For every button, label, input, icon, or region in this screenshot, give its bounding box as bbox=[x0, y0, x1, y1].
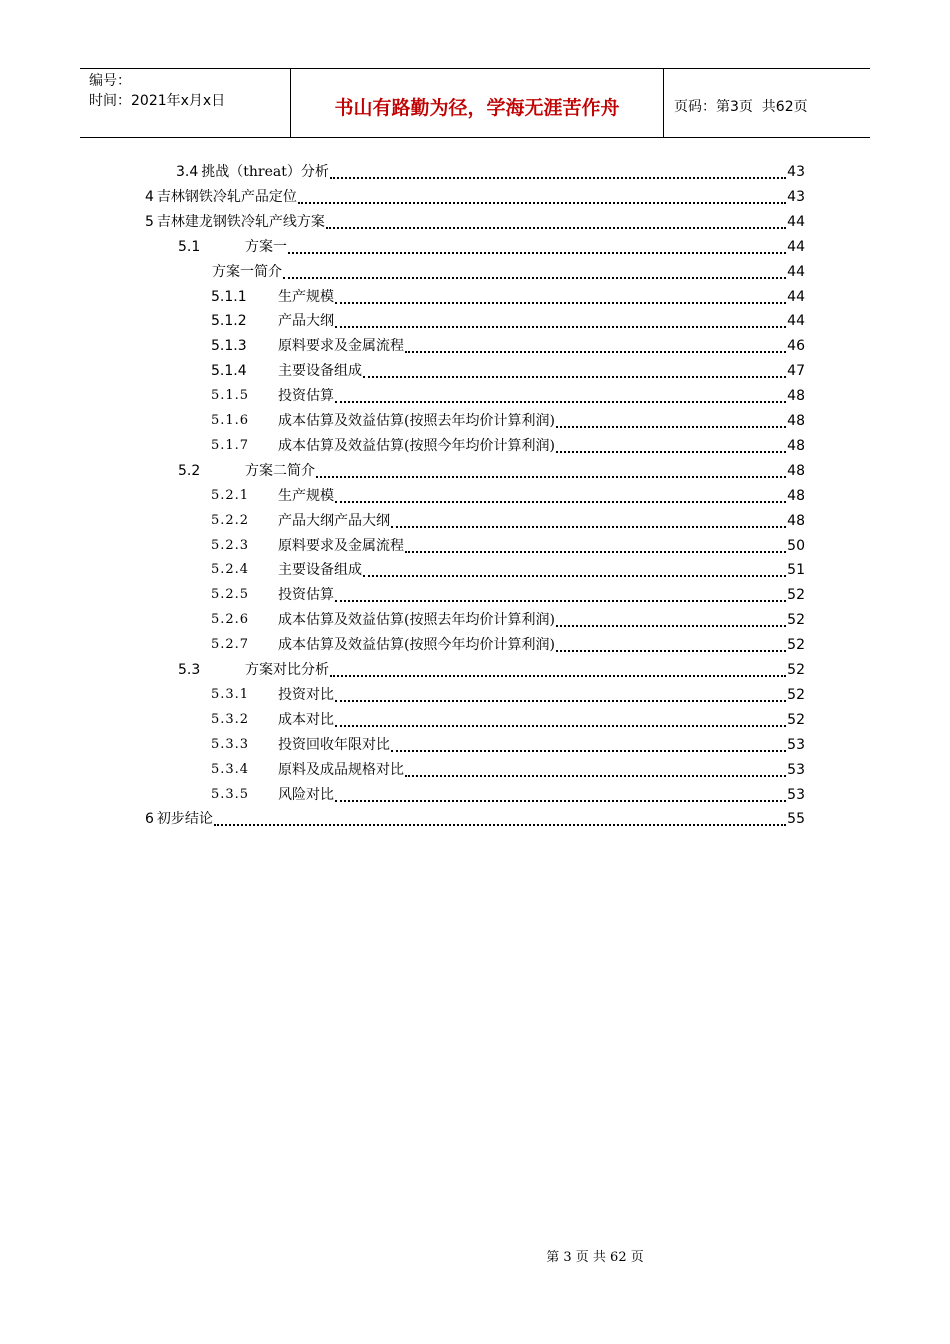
toc-entry-title: 方案对比分析 bbox=[245, 662, 329, 678]
toc-dot-leader bbox=[316, 462, 786, 478]
toc-entry[interactable] bbox=[211, 384, 805, 406]
toc-entry-number: 5.1.1 bbox=[211, 288, 247, 305]
toc-entry-number: 5.1.7 bbox=[211, 437, 250, 453]
toc-dot-leader bbox=[556, 437, 786, 453]
toc-entry-page: 52 bbox=[787, 686, 805, 703]
toc-entry-number: 4 bbox=[145, 188, 154, 205]
toc-entry-title: 方案一简介 bbox=[212, 263, 282, 280]
toc-entry-page: 48 bbox=[787, 413, 805, 429]
toc-entry-number: 5.1.3 bbox=[211, 338, 247, 355]
toc-entry[interactable] bbox=[211, 534, 805, 556]
toc-dot-leader bbox=[326, 213, 786, 229]
toc-entry-page: 50 bbox=[787, 537, 805, 554]
toc-entry-page: 44 bbox=[787, 288, 805, 305]
toc-entry[interactable] bbox=[211, 583, 805, 605]
toc-entry-page: 52 bbox=[787, 662, 805, 678]
toc-entry[interactable] bbox=[211, 509, 805, 531]
toc-dot-leader bbox=[335, 586, 786, 602]
toc-dot-leader bbox=[391, 512, 786, 528]
toc-entry-page: 47 bbox=[787, 363, 805, 380]
toc-entry-number: 5.3.4 bbox=[211, 761, 250, 777]
toc-dot-leader bbox=[335, 711, 786, 727]
toc-dot-leader bbox=[335, 686, 786, 702]
toc-entry-number: 5.1.4 bbox=[211, 363, 247, 380]
page-footer: 第 3 页 共 62 页 bbox=[546, 1250, 644, 1265]
toc-entry-number: 5.2.2 bbox=[211, 512, 250, 528]
toc-dot-leader bbox=[363, 561, 786, 577]
toc-dot-leader bbox=[556, 611, 786, 627]
toc-entry-title: 生产规模 bbox=[278, 487, 334, 504]
toc-entry-page: 52 bbox=[787, 612, 805, 629]
toc-entry-page: 44 bbox=[787, 313, 805, 330]
toc-entry-number: 5.1.6 bbox=[211, 413, 250, 428]
toc-entry[interactable] bbox=[211, 733, 805, 755]
toc-entry[interactable] bbox=[145, 185, 805, 207]
toc-entry-page: 52 bbox=[787, 637, 805, 654]
toc-entry-title: 风险对比 bbox=[278, 786, 334, 803]
toc-entry-page: 51 bbox=[787, 562, 805, 579]
toc-entry-title: 投资估算 bbox=[278, 587, 334, 604]
toc-entry[interactable] bbox=[211, 434, 805, 456]
toc-entry-page: 48 bbox=[787, 437, 805, 454]
toc-entry-number: 5.3.2 bbox=[211, 711, 250, 727]
toc-entry-number: 5.3 bbox=[178, 662, 201, 678]
header-motto: 书山有路勤为径，学海无涯苦作舟 bbox=[291, 69, 664, 137]
toc-entry-page: 43 bbox=[787, 164, 805, 180]
header-page-info bbox=[664, 69, 870, 137]
toc-dot-leader bbox=[330, 163, 786, 179]
toc-entry-number: 5.1.5 bbox=[211, 388, 250, 404]
toc-entry-page: 48 bbox=[787, 487, 805, 504]
toc-entry-page: 43 bbox=[787, 188, 805, 205]
toc-entry[interactable] bbox=[211, 409, 805, 431]
toc-entry[interactable] bbox=[145, 210, 805, 232]
toc-entry-page: 53 bbox=[787, 736, 805, 753]
toc-entry-title: 成本对比 bbox=[278, 711, 334, 728]
toc-entry-number: 5.3.3 bbox=[211, 736, 250, 752]
toc-dot-leader bbox=[298, 188, 786, 204]
toc-dot-leader bbox=[391, 736, 786, 752]
toc-entry-page: 44 bbox=[787, 213, 805, 230]
toc-entry-title: 生产规模 bbox=[278, 288, 334, 305]
toc-entry-title: 原料及成品规格对比 bbox=[278, 761, 404, 778]
toc-entry-title: 投资对比 bbox=[278, 686, 334, 703]
toc-entry-number: 5 bbox=[145, 213, 154, 230]
toc-entry-title: 主要设备组成 bbox=[278, 562, 362, 579]
toc-entry[interactable] bbox=[211, 285, 805, 307]
toc-entry[interactable] bbox=[211, 484, 805, 506]
toc-entry[interactable] bbox=[178, 459, 805, 481]
toc-entry-page: 48 bbox=[787, 462, 805, 479]
toc-entry-number: 5.3.1 bbox=[211, 686, 250, 702]
toc-entry-title: 挑战（threat）分析 bbox=[201, 164, 329, 180]
toc-dot-leader bbox=[335, 786, 786, 802]
toc-entry-page: 44 bbox=[787, 238, 805, 255]
toc-dot-leader bbox=[556, 636, 786, 652]
toc-entry-number: 5.2.1 bbox=[211, 487, 250, 503]
toc-entry-title: 成本估算及效益估算(按照今年均价计算利润) bbox=[278, 637, 555, 654]
toc-entry-page: 46 bbox=[787, 338, 805, 355]
toc-entry[interactable] bbox=[211, 558, 805, 580]
toc-entry-number: 3.4 bbox=[176, 164, 199, 180]
toc-entry-number: 5.2.6 bbox=[211, 612, 250, 628]
header-page-label: 页码：第3页 共62页 bbox=[674, 99, 808, 115]
toc-dot-leader bbox=[556, 412, 786, 428]
toc-entry-title: 成本估算及效益估算(按照去年均价计算利润) bbox=[278, 413, 555, 429]
toc-dot-leader bbox=[214, 810, 786, 826]
toc-entry-number: 5.3.5 bbox=[211, 786, 250, 802]
toc-entry-title: 投资回收年限对比 bbox=[278, 736, 390, 753]
toc-dot-leader bbox=[335, 487, 786, 503]
toc-entry-number: 5.1 bbox=[178, 238, 201, 255]
toc-entry-title: 产品大纲产品大纲 bbox=[278, 512, 390, 529]
toc-entry[interactable] bbox=[176, 160, 805, 182]
toc-entry[interactable] bbox=[211, 708, 805, 730]
toc-entry-title: 初步结论 bbox=[156, 811, 213, 828]
toc-entry-page: 53 bbox=[787, 761, 805, 778]
toc-entry-title: 吉林钢铁冷轧产品定位 bbox=[156, 188, 297, 205]
document-number-label: 编号： bbox=[89, 73, 131, 89]
toc-entry-number: 5.2.7 bbox=[211, 637, 250, 653]
toc-dot-leader bbox=[283, 263, 786, 279]
toc-entry[interactable] bbox=[211, 633, 805, 655]
toc-entry-title: 主要设备组成 bbox=[278, 363, 362, 380]
toc-dot-leader bbox=[405, 537, 786, 553]
toc-dot-leader bbox=[405, 337, 786, 353]
toc-entry[interactable] bbox=[212, 260, 805, 282]
toc-entry-title: 投资估算 bbox=[278, 388, 334, 405]
toc-entry-number: 5.2.4 bbox=[211, 562, 250, 578]
toc-entry[interactable] bbox=[211, 608, 805, 630]
toc-entry[interactable] bbox=[211, 783, 805, 805]
toc-entry-title: 产品大纲 bbox=[278, 313, 334, 330]
toc-dot-leader bbox=[405, 761, 786, 777]
document-time-label: 时间：2021年x月x日 bbox=[89, 93, 226, 109]
toc-dot-leader bbox=[335, 387, 786, 403]
toc-entry-title: 原料要求及金属流程 bbox=[278, 537, 404, 554]
toc-entry[interactable] bbox=[178, 235, 805, 257]
toc-entry-page: 48 bbox=[787, 388, 805, 405]
toc-entry-page: 44 bbox=[787, 263, 805, 280]
toc-entry-number: 5.1.2 bbox=[211, 313, 247, 330]
toc-entry[interactable] bbox=[211, 334, 805, 356]
toc-dot-leader bbox=[288, 238, 786, 254]
toc-entry-title: 方案一 bbox=[245, 238, 287, 255]
toc-entry-number: 5.2.3 bbox=[211, 537, 250, 553]
toc-entry-title: 方案二简介 bbox=[245, 462, 315, 479]
toc-entry[interactable] bbox=[145, 807, 805, 829]
toc-entry-page: 55 bbox=[787, 811, 805, 828]
toc-entry[interactable] bbox=[211, 683, 805, 705]
toc-entry-title: 原料要求及金属流程 bbox=[278, 338, 404, 355]
toc-dot-leader bbox=[335, 288, 786, 304]
toc-entry-page: 52 bbox=[787, 711, 805, 728]
toc-entry-number: 5.2 bbox=[178, 462, 201, 479]
toc-dot-leader bbox=[363, 362, 786, 378]
toc-entry-number: 5.2.5 bbox=[211, 587, 250, 603]
toc-entry[interactable] bbox=[211, 309, 805, 331]
toc-entry-page: 52 bbox=[787, 587, 805, 604]
toc-entry-number: 6 bbox=[145, 811, 154, 828]
toc-dot-leader bbox=[335, 312, 786, 328]
page-header bbox=[80, 68, 870, 138]
toc-entry[interactable] bbox=[211, 758, 805, 780]
toc-entry-title: 吉林建龙钢铁冷轧产线方案 bbox=[156, 213, 325, 230]
toc-entry[interactable] bbox=[211, 359, 805, 381]
toc-entry-title: 成本估算及效益估算(按照去年均价计算利润) bbox=[278, 612, 555, 629]
toc-dot-leader bbox=[330, 661, 786, 677]
toc-entry[interactable] bbox=[178, 658, 805, 680]
toc-entry-title: 成本估算及效益估算(按照今年均价计算利润) bbox=[278, 437, 555, 454]
toc-entry-page: 48 bbox=[787, 512, 805, 529]
header-meta bbox=[80, 69, 291, 137]
toc-entry-page: 53 bbox=[787, 786, 805, 803]
